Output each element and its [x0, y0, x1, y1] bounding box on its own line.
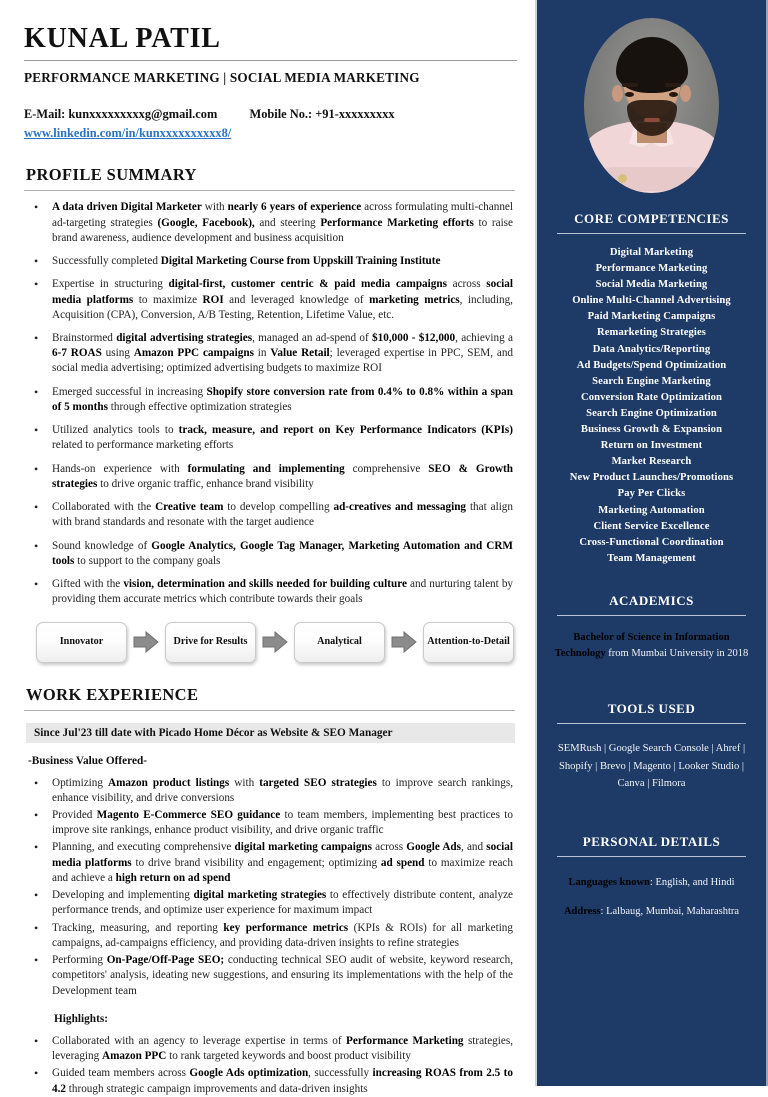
list-item: • Optimizing Amazon product listings with targeted SEO strategies to improve search rankings, enhance visibility, and drive conversions: [30, 776, 513, 806]
list-item: • Utilized analytics tools to track, measure, and report on Key Performance Indicators (KPIs) related to performance marketing efforts: [30, 423, 513, 453]
core-competencies-list: [537, 245, 766, 567]
competency-item: Team Management: [607, 552, 696, 564]
work-experience-divider: [24, 710, 515, 711]
list-item: • Performing On-Page/Off-Page SEO; conducting technical SEO audit of website, keyword research, competitors' analysis, ideating new suggestions, and ensuring its implementations with the help of the Development team: [30, 953, 513, 999]
portrait-brow-left: [622, 83, 638, 87]
arrow-right-icon: [390, 629, 418, 655]
section-heading-profile-summary: PROFILE SUMMARY: [26, 165, 197, 185]
address-label: Address: [563, 905, 601, 917]
tools-divider: [557, 723, 746, 724]
trait-box: Innovator: [36, 622, 127, 663]
competency-item: Cross-Functional Coordination: [579, 536, 724, 548]
address-row: [537, 904, 766, 920]
portrait-arms: [600, 167, 704, 191]
list-item: • Expertise in structuring digital-first, customer centric & paid media campaigns across social media platforms to maximize ROI and leveraged knowledge of marketing metrics, including, Acquisition (CPA), Conversion, A/B Testing, Retention, Lifetime Value, etc.: [30, 277, 513, 323]
competency-item: Data Analytics/Reporting: [592, 343, 711, 355]
portrait-mouth: [644, 118, 660, 122]
list-item: • Gifted with the vision, determination and skills needed for building culture and nurturing talent by providing them accurate metrics which contribute towards their goals: [30, 577, 513, 607]
competency-item: Remarketing Strategies: [597, 327, 706, 339]
competency-item: Search Engine Optimization: [586, 407, 717, 419]
competency-item: Conversion Rate Optimization: [580, 391, 723, 403]
list-item: • Developing and implementing digital marketing strategies to effectively distribute content, analyze performance trends, and optimize user experience for maximum impact: [30, 888, 513, 918]
list-item: • Brainstormed digital advertising strategies, managed an ad-spend of $10,000 - $12,000, achieving a 6-7 ROAS using Amazon PPC campaigns in Value Retail; leveraged expertise in PPC, SEM, and social media advertising; optimized advertising budgets to maximize ROI: [30, 331, 513, 377]
trait-box: Drive for Results: [165, 622, 256, 663]
competency-item: Ad Budgets/Spend Optimization: [576, 359, 727, 371]
profile-summary-divider: [24, 190, 515, 191]
languages-row: [537, 875, 766, 891]
avatar: [584, 18, 719, 193]
portrait-ear-right: [680, 85, 691, 102]
mobile-value: +91-xxxxxxxxx: [315, 107, 395, 122]
academics-rest: from Mumbai University in 2018: [605, 647, 749, 659]
business-value-label: -Business Value Offered-: [28, 754, 148, 767]
photo-container: [537, 0, 766, 193]
list-item: • A data driven Digital Marketer with nearly 6 years of experience across formulating multi-channel ad-targeting strategies (Google, Facebook), and steering Performance Marketing efforts to raise brand awareness, audience development and business acquisition: [30, 200, 513, 246]
trait-box: Attention-to-Detail: [423, 622, 514, 663]
business-value-list: [18, 776, 519, 999]
traits-flow-diagram: [36, 622, 519, 663]
list-item: • Guided team members across Google Ads optimization, successfully increasing ROAS from 2.5 to 4.2 through strategic campaign improvements and data-driven insights: [30, 1066, 513, 1096]
competency-item: Marketing Automation: [598, 504, 705, 516]
competency-item: Business Growth & Expansion: [580, 424, 723, 436]
professional-headline: PERFORMANCE MARKETING | SOCIAL MEDIA MARKETING: [24, 70, 420, 86]
job-title-bar: Since Jul'23 till date with Picado Home Décor as Website & SEO Manager: [26, 723, 515, 743]
competency-item: Return on Investment: [600, 440, 703, 452]
email-label: E-Mail:: [24, 107, 66, 122]
academics-divider: [557, 615, 746, 616]
sidebar-heading-personal-details: PERSONAL DETAILS: [582, 833, 721, 849]
arrow-right-icon: [132, 629, 160, 655]
highlights-list: [18, 1034, 519, 1097]
trait-box: Analytical: [294, 622, 385, 663]
portrait-brow-right: [665, 83, 681, 87]
section-heading-work-experience: WORK EXPERIENCE: [26, 684, 199, 704]
sidebar-heading-tools-used: TOOLS USED: [607, 701, 696, 717]
academics-entry: [537, 630, 766, 662]
list-item: • Collaborated with the Creative team to develop compelling ad-creatives and messaging that align with brand standards and resonate with the target audience: [30, 500, 513, 530]
address-value: : Lalbaug, Mumbai, Maharashtra: [600, 905, 740, 917]
list-item: • Hands-on experience with formulating and implementing comprehensive SEO & Growth strategies to drive organic traffic, enhance brand visibility: [30, 462, 513, 492]
competency-item: Paid Marketing Campaigns: [587, 311, 716, 323]
email-value: kunxxxxxxxxxg@gmail.com: [68, 107, 218, 122]
competency-item: New Product Launches/Promotions: [569, 472, 734, 484]
languages-value: : English, and Hindi: [649, 876, 735, 888]
list-item: • Tracking, measuring, and reporting key performance metrics (KPIs & ROIs) for all marketing campaigns, ad-campaigns efficiency, and providing data-driven insights to refine strategies: [30, 921, 513, 951]
sidebar: [535, 0, 768, 1086]
list-item: • Sound knowledge of Google Analytics, Google Tag Manager, Marketing Automation and CRM tools to support to the company goals: [30, 539, 513, 569]
list-item: • Provided Magento E-Commerce SEO guidance to team members, implementing best practices to improve site rankings, enhance product visibility, and drive organic traffic: [30, 808, 513, 838]
languages-label: Languages known: [568, 876, 650, 888]
highlights-label: Highlights:: [54, 1012, 108, 1025]
list-item: • Collaborated with an agency to leverage expertise in terms of Performance Marketing strategies, leveraging Amazon PPC to rank targeted keywords and boost product visibility: [30, 1034, 513, 1064]
competency-item: Online Multi-Channel Advertising: [572, 295, 731, 307]
competency-item: Search Engine Marketing: [592, 375, 711, 387]
tools-list: SEMRush | Google Search Console | Ahref | Shopify | Brevo | Magento | Looker Studio | Canva | Filmora: [557, 743, 746, 789]
competency-item: Social Media Marketing: [595, 279, 708, 291]
portrait-eye-right: [669, 92, 678, 97]
title-divider: [24, 60, 517, 61]
competency-item: Performance Marketing: [595, 263, 708, 275]
competency-item: Pay Per Clicks: [617, 488, 686, 500]
linkedin-link[interactable]: www.linkedin.com/in/kunxxxxxxxxxx8/: [24, 126, 232, 141]
competency-item: Client Service Excellence: [593, 520, 710, 532]
core-competencies-divider: [557, 233, 746, 234]
academics-degree: Bachelor of Science in Information Technology: [554, 631, 730, 659]
portrait-eye-left: [625, 92, 634, 97]
portrait-watch: [618, 174, 627, 183]
profile-summary-list: [18, 200, 519, 607]
page-title: KUNAL PATIL: [24, 23, 221, 54]
arrow-right-icon: [261, 629, 289, 655]
sidebar-heading-core-competencies: CORE COMPETENCIES: [574, 211, 729, 226]
list-item: • Emerged successful in increasing Shopify store conversion rate from 0.4% to 0.8% within a span of 5 months through effective optimization strategies: [30, 385, 513, 415]
sidebar-heading-academics: ACADEMICS: [609, 592, 694, 608]
mobile-label: Mobile No.:: [249, 107, 313, 122]
list-item: • Planning, and executing comprehensive digital marketing campaigns across Google Ads, and social media platforms to drive brand visibility and engagement; optimizing ad spend to maximize reach and achieve a high return on ad spend: [30, 840, 513, 886]
portrait-ear-left: [612, 85, 623, 102]
personal-details-divider: [557, 856, 746, 857]
competency-item: Digital Marketing: [609, 247, 694, 258]
list-item: • Successfully completed Digital Marketing Course from Uppskill Training Institute: [30, 254, 513, 269]
competency-item: Market Research: [611, 456, 692, 468]
contact-info: [24, 106, 519, 143]
